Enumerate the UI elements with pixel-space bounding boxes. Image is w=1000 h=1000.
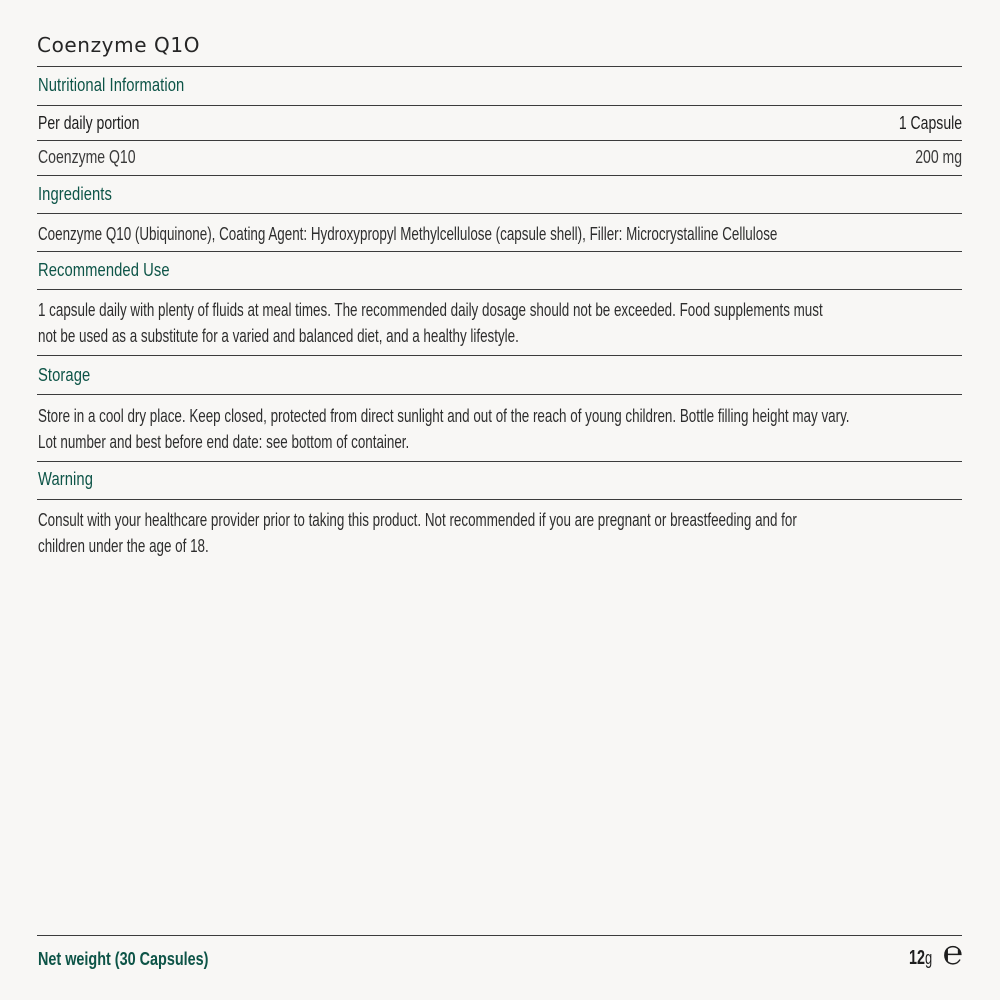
section-heading-recommended-use: Recommended Use <box>38 260 170 280</box>
storage-line-2: Lot number and best before end date: see bottom of container. <box>38 432 410 452</box>
net-weight-label: Net weight (30 Capsules) <box>38 949 209 969</box>
divider <box>37 355 962 356</box>
estimated-sign-icon: ℮ <box>942 933 963 973</box>
product-title: Coenzyme Q1O <box>37 33 201 57</box>
divider <box>37 935 962 936</box>
ingredients-text: Coenzyme Q10 (Ubiquinone), Coating Agent: Hydroxypropyl Methylcellulose (capsule shell), Filler: Microcrystalline Cellulose <box>38 224 778 244</box>
divider <box>37 175 962 176</box>
storage-line-1: Store in a cool dry place. Keep closed, protected from direct sunlight and out of the reach of young children. Bottle filling height may vary. <box>38 406 850 426</box>
recommended-use-line-2: not be used as a substitute for a varied and balanced diet, and a healthy lifestyle. <box>38 326 519 346</box>
divider <box>37 499 962 500</box>
divider <box>37 213 962 214</box>
section-heading-nutrition: Nutritional Information <box>38 75 185 95</box>
weight-unit: g <box>924 948 932 968</box>
nutrient-amount: 200 mg <box>915 147 962 167</box>
portion-label: Per daily portion <box>38 113 140 133</box>
divider <box>37 105 962 106</box>
section-heading-storage: Storage <box>38 365 91 385</box>
section-heading-ingredients: Ingredients <box>38 184 112 204</box>
divider <box>37 394 962 395</box>
divider <box>37 289 962 290</box>
warning-line-1: Consult with your healthcare provider prior to taking this product. Not recommended if you are pregnant or breastfeeding and for <box>38 510 797 530</box>
warning-line-2: children under the age of 18. <box>38 536 209 556</box>
divider <box>37 140 962 141</box>
divider <box>37 461 962 462</box>
section-heading-warning: Warning <box>38 469 93 489</box>
nutrient-name: Coenzyme Q10 <box>38 147 136 167</box>
net-weight-value <box>909 947 932 970</box>
divider <box>37 66 962 67</box>
weight-number: 12 <box>908 947 925 969</box>
portion-value: 1 Capsule <box>898 113 962 133</box>
divider <box>37 251 962 252</box>
recommended-use-line-1: 1 capsule daily with plenty of fluids at meal times. The recommended daily dosage should not be exceeded. Food supplements must <box>38 300 823 320</box>
